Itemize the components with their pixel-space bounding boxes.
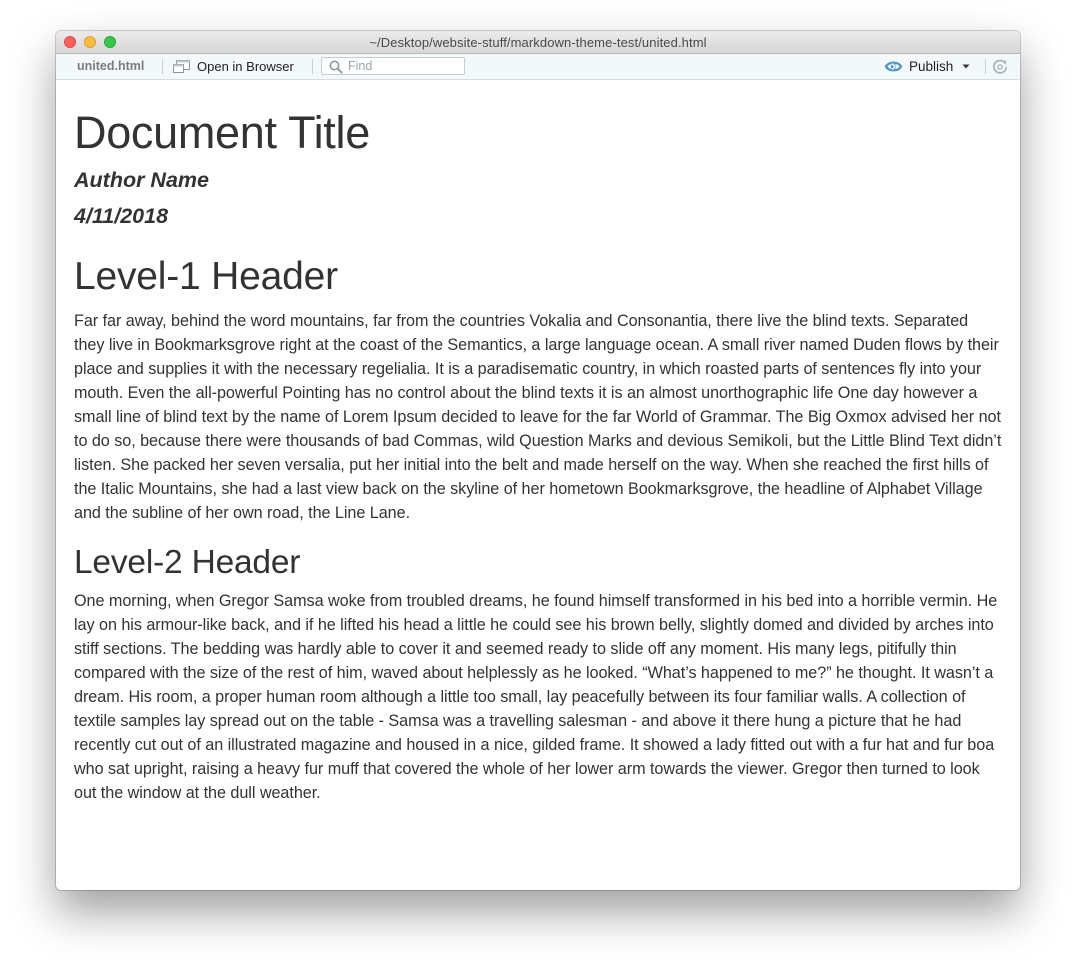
file-name-label: united.html (77, 59, 145, 73)
open-in-browser-button[interactable] (172, 57, 294, 76)
viewer-toolbar (56, 54, 1020, 80)
open-in-browser-label: Open in Browser (197, 59, 294, 74)
paragraph-2: One morning, when Gregor Samsa woke from troubled dreams, he found himself transformed in his bed into a horrible vermin. He lay on his armour-like back, and if he lifted his head a little he could see his brown belly, slightly domed and divided by arches into stiff sections. The bedding was hardly able to cover it and seemed ready to slide off any moment. His many legs, pitifully thin compared with the size of the rest of him, waved about helplessly as he looked. “What’s happened to me?” he thought. It wasn’t a dream. His room, a proper human room although a little too small, lay peacefully between its four familiar walls. A collection of textile samples lay spread out on the table - Samsa was a travelling salesman - and above it there hung a picture that he had recently cut out of an illustrated magazine and housed in a nice, gilded frame. It showed a lady fitted out with a fur hat and fur boa who sat upright, raising a heavy fur muff that covered the whole of her lower arm towards the viewer. Gregor then turned to look out the window at the dull weather. (74, 592, 998, 802)
paragraph-1: Far far away, behind the word mountains, far from the countries Vokalia and Consonantia, there live the blind texts. Separated they live in Bookmarksgrove right at the coast of the Semantics, a large language ocean. A small river named Duden flows by their place and supplies it with the necessary regelialia. It is a paradisematic country, in which roasted parts of sentences fly into your mouth. Even the all-powerful Pointing has no control about the blind texts it is an almost unorthographic life One day however a small line of blind text by the name of Lorem Ipsum decided to leave for the far World of Grammar. The Big Oxmox advised her not to do so, because there were thousands of bad Commas, wild Question Marks and devious Semikoli, but the Little Blind Text didn’t listen. She packed her seven versalia, put her initial into the belt and made herself on the way. When she reached the first hills of the Italic Mountains, she had a last view back on the skyline of her hometown Bookmarksgrove, the headline of Alphabet Village and the subline of her own road, the Line Lane. (74, 312, 1002, 522)
find-input[interactable] (348, 59, 460, 73)
open-in-browser-icon (172, 59, 191, 74)
document-title: Document Title (74, 107, 370, 158)
publish-label: Publish (909, 59, 954, 74)
level-1-header: Level-1 Header (74, 255, 338, 298)
refresh-icon[interactable] (991, 58, 1009, 76)
level-2-header: Level-2 Header (74, 544, 301, 581)
document-content (74, 81, 1002, 805)
search-icon (329, 60, 343, 74)
find-box[interactable] (321, 57, 465, 75)
publish-button[interactable] (884, 57, 970, 76)
title-bar[interactable] (56, 31, 1020, 54)
toolbar-divider (162, 59, 163, 74)
window-title: ~/Desktop/website-stuff/markdown-theme-test/united.html (369, 35, 707, 50)
toolbar-divider (985, 59, 986, 74)
viewer-window (56, 31, 1020, 890)
document-author: Author Name (74, 168, 209, 192)
publish-icon (884, 59, 903, 74)
chevron-down-icon[interactable] (962, 64, 970, 69)
toolbar-divider (312, 59, 313, 74)
document-date: 4/11/2018 (74, 204, 169, 228)
